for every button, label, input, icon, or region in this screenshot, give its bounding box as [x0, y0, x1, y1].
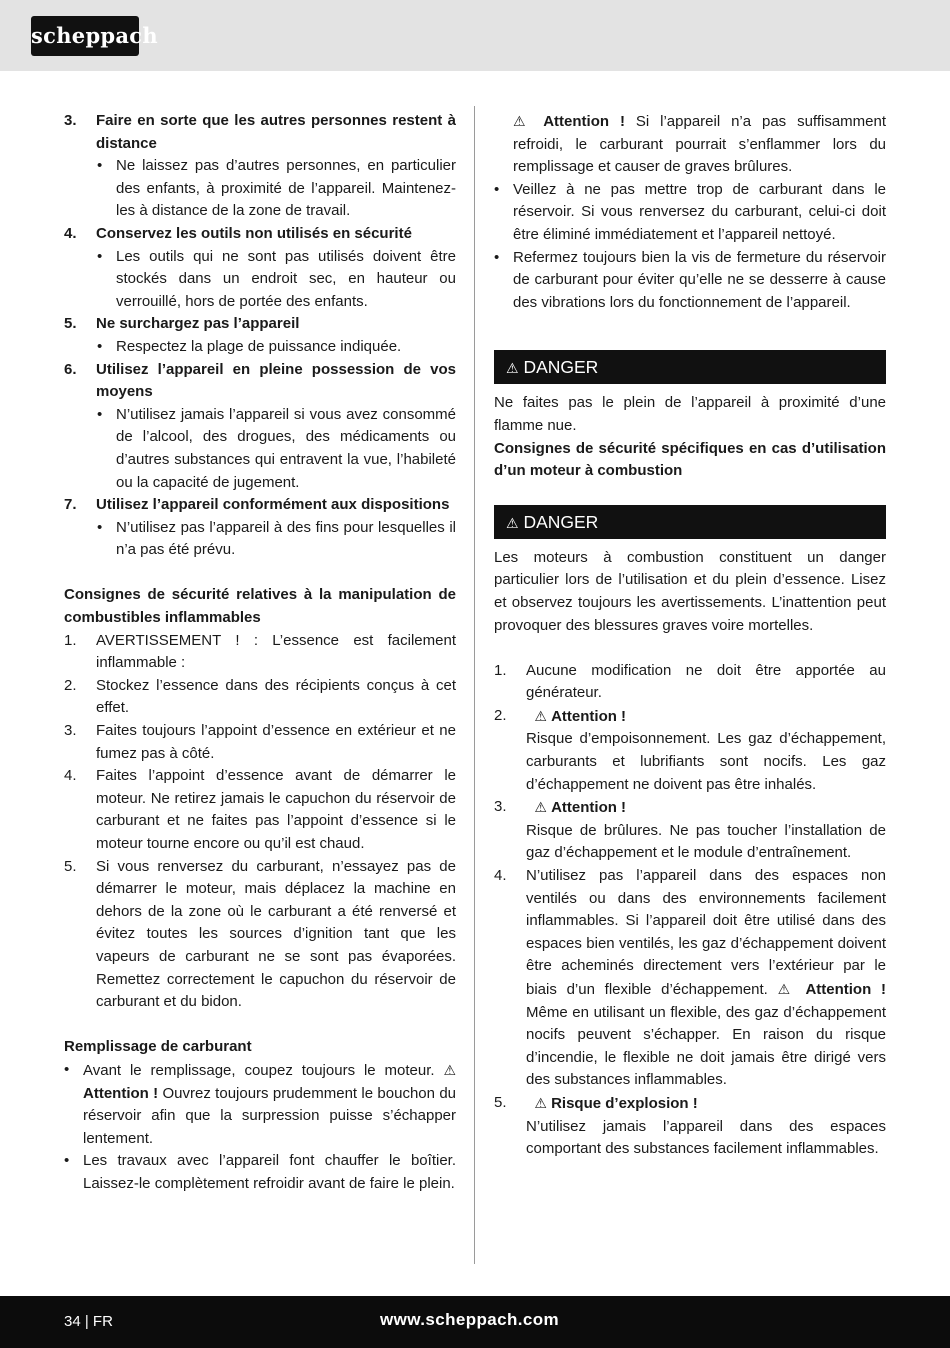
rule-3-bullet: • Ne laissez pas d’autres personnes, en particulier des enfants, à proximité de l’appareil. Maintenez-les à distance de la zone de travail. [97, 157, 456, 220]
rule-7-title: Utilisez l’appareil conformément aux dispositions [96, 496, 450, 514]
rule-6-title: Utilisez l’appareil en pleine possession de vos moyens [96, 360, 456, 401]
refuel-heading: Remplissage de carburant [64, 1038, 252, 1056]
page-number: 34 | FR [64, 1313, 113, 1330]
warning-icon: ⚠ [534, 1094, 547, 1111]
rule-3-title: Faire en sorte que les autres personnes restent à distance [96, 112, 456, 152]
rule-3: 3. Faire en sorte que les autres personnes restent à distance [64, 112, 456, 152]
rule-6: 6. Utilisez l’appareil en pleine possession de vos moyens [64, 360, 456, 401]
left-column [64, 110, 456, 1196]
rule-6-bullet: • N’utilisez jamais l’appareil si vous avez consommé de l’alcool, des drogues, des médicaments ou d’autres substances qui entravent la vue, l’habileté ou la capacité de jugement. [97, 405, 456, 491]
rule-7: 7. Utilisez l’appareil conformément aux dispositions [64, 496, 450, 514]
engine-item: 2. ⚠ Attention ! Risque d’empoisonnement. Les gaz d’échappement, carburants et lubrifiants sont nocifs. Les gaz d’échappement ne doivent pas être inhalés. [494, 706, 886, 793]
attention-note: ⚠ Attention ! Si l’appareil n’a pas suffisamment refroidi, le carburant pourrait s’enflammer lors du remplissage et causer de graves brûlures. [513, 113, 887, 176]
fuel-item: 5. Si vous renversez du carburant, n’essayez pas de démarrer le moteur, mais déplacez la machine en dehors de la zone où le carburant a été renversé et évitez toutes les sources d’ignition tant que les vapeurs de carburant ne se sont pas évaporées. Remettez correctement le capuchon du réservoir de carburant et du bidon. [64, 857, 456, 1011]
warning-icon: ⚠ [506, 360, 519, 377]
rule-4: 4. Conservez les outils non utilisés en sécurité [64, 224, 412, 242]
fuel-item: 4. Faites l’appoint d’essence avant de démarrer le moteur. Ne retirez jamais le capuchon du réservoir de carburant et ne faites pas l’appoint d’essence si le moteur tourne encore ou qu’il est chaud. [64, 767, 456, 852]
warning-icon: ⚠ [513, 113, 533, 129]
fuel-item: 1. AVERTISSEMENT ! : L’essence est facilement inflammable : [64, 631, 456, 672]
engine-item: 5. ⚠ Risque d’explosion ! N’utilisez jamais l’appareil dans des espaces comportant des substances facilement inflammables. [494, 1093, 886, 1158]
rule-5-bullet: • Respectez la plage de puissance indiquée. [97, 337, 402, 355]
warning-icon: ⚠ [534, 799, 547, 816]
danger-text: Les moteurs à combustion constituent un danger particulier lors de l’utilisation et du plein d’essence. Lisez et observez toujours les avertissements. L’inattention peut provoquer des blessures graves voire mortelles. [494, 548, 886, 634]
warning-icon: ⚠ [534, 707, 547, 724]
engine-item: 3. ⚠ Attention ! Risque de brûlures. Ne pas toucher l’installation de gaz d’échappement et le module d’entraînement. [494, 798, 886, 862]
fuel-item: 3. Faites toujours l’appoint d’essence en extérieur et ne fumez pas à côté. [64, 722, 456, 762]
fuel-item: 2. Stockez l’essence dans des récipients conçus à cet effet. [64, 676, 456, 717]
rule-4-title: Conservez les outils non utilisés en sécurité [96, 224, 412, 242]
danger-banner: ⚠ DANGER [494, 350, 886, 384]
engine-safety-heading: Consignes de sécurité spécifiques en cas d’utilisation d’un moteur à combustion [494, 439, 886, 480]
engine-item: 4. N’utilisez pas l’appareil dans des espaces non ventilés ou dans des environnements facilement inflammables. Si l’appareil doit être utilisé dans des espaces bien ventilés, les gaz d’échappement doivent être acheminés directement vers l’extérieur par le biais d’un flexible d’échappement. ⚠ Attention ! Même en utilisant un flexible, des gaz d’échappement nocifs peuvent s’échapper. En raison du risque d’incendie, le flexible ne doit jamais être dirigé vers des substances inflammables. [494, 867, 886, 1089]
warning-icon: ⚠ [443, 1061, 456, 1078]
danger-banner: ⚠ DANGER [494, 505, 886, 539]
warning-icon: ⚠ [777, 981, 796, 997]
scheppach-logo: scheppach [31, 16, 139, 56]
refuel-bullet: • Veillez à ne pas mettre trop de carburant dans le réservoir. Si vous renversez du carburant, celui-ci doit être éliminé immédiatement et l’appareil nettoyé. [494, 180, 886, 243]
rule-4-bullet: • Les outils qui ne sont pas utilisés doivent être stockés dans un endroit sec, en hauteur ou verrouillé, hors de portée des enfants. [97, 247, 456, 310]
rule-7-bullet: • N’utilisez pas l’appareil à des fins pour lesquelles il n’a pas été prévu. [97, 518, 456, 559]
warning-icon: ⚠ [506, 514, 519, 531]
column-divider [474, 106, 475, 1264]
header-bar [0, 0, 950, 71]
footer-bar [0, 1296, 950, 1348]
website-url: www.scheppach.com [380, 1310, 560, 1329]
refuel-bullet: • Les travaux avec l’appareil font chauffer le boîtier. Laissez-le complètement refroidir avant de faire le plein. [64, 1152, 456, 1192]
danger-text: Ne faites pas le plein de l’appareil à proximité d’une flamme nue. [494, 394, 886, 434]
rule-5: 5. Ne surchargez pas l’appareil [64, 315, 300, 333]
rule-5-title: Ne surchargez pas l’appareil [96, 315, 300, 333]
refuel-bullet: • Avant le remplissage, coupez toujours le moteur. ⚠ Attention ! Ouvrez toujours prudemment le bouchon du réservoir afin que la surpression puisse s’échapper lentement. [64, 1060, 457, 1147]
fuel-safety-heading: Consignes de sécurité relatives à la manipulation de combustibles inflammables [64, 586, 456, 627]
refuel-bullet: • Refermez toujours bien la vis de fermeture du réservoir de carburant pour éviter qu’elle ne se desserre à cause des vibrations lors du fonctionnement de l’appareil. [494, 248, 886, 311]
right-column [494, 110, 886, 1161]
engine-item: 1. Aucune modification ne doit être apportée au générateur. [494, 661, 886, 702]
